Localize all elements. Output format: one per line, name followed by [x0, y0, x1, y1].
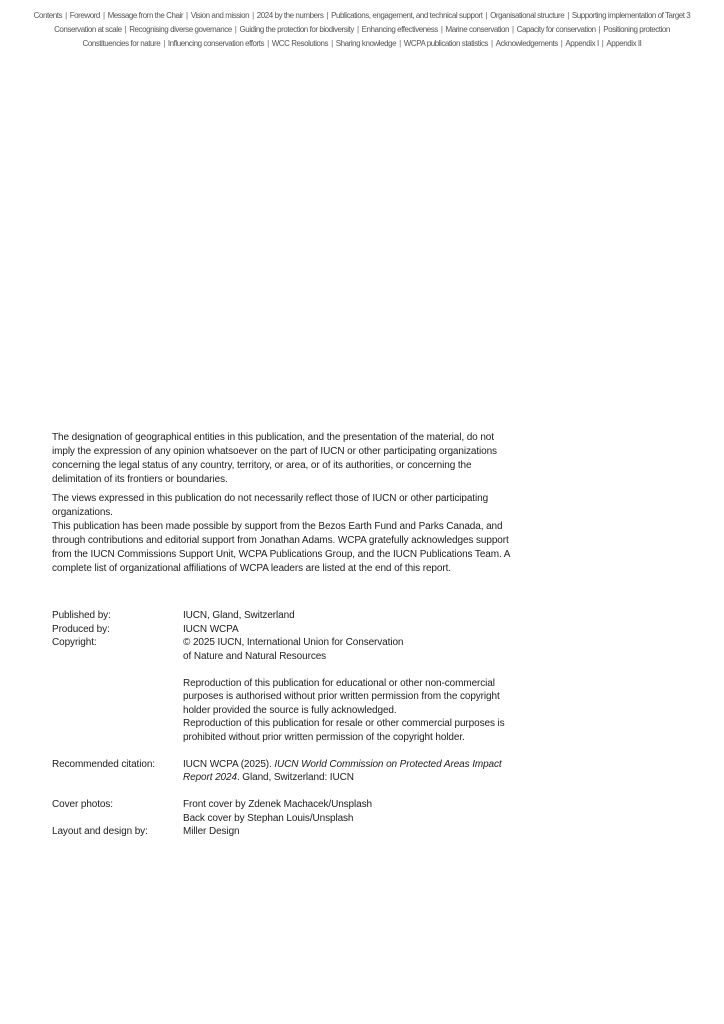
- publication-details: [52, 609, 512, 839]
- nav-link-capacity[interactable]: Capacity for conservation: [516, 25, 596, 34]
- nav-link-contents[interactable]: Contents: [33, 11, 63, 20]
- nav-link-guiding-protection[interactable]: Guiding the protection for biodiversity: [239, 25, 354, 34]
- cover-front-credit: Front cover by Zdenek Machacek/Unsplash: [183, 799, 372, 810]
- produced-by-label: Produced by:: [52, 623, 110, 635]
- nav-link-appendix-2[interactable]: Appendix II: [606, 39, 642, 48]
- nav-link-conservation-at-scale[interactable]: Conservation at scale: [54, 25, 122, 34]
- layout-design-label: Layout and design by:: [52, 826, 148, 837]
- copyright-row: [52, 636, 512, 744]
- nav-link-enhancing-effectiveness[interactable]: Enhancing effectiveness: [361, 25, 438, 34]
- nav-link-publication-statistics[interactable]: WCPA publication statistics: [403, 39, 488, 48]
- published-by-row: [52, 609, 512, 623]
- nav-link-marine-conservation[interactable]: Marine conservation: [445, 25, 509, 34]
- nav-link-constituencies[interactable]: Constituencies for nature: [82, 39, 161, 48]
- disclaimer-paragraph-3: This publication has been made possible by support from the Bezos Earth Fund and Parks Canada, and through contributions and editorial support from Jonathan Adams. WCPA gratefully acknowledges support from the IUCN Commissions Support Unit, WCPA Publications Group, and the IUCN Publications Team. A complete list of organizational affiliations of WCPA leaders are listed at the end of this report.: [52, 521, 510, 574]
- nav-row-2: Conservation at scale | Recognising diverse governance | Guiding the protection for biodiversity | Enhancing effectiveness | Marine conservation | Capacity for conservation | Positioning protection: [54, 25, 670, 34]
- top-navigation: [0, 9, 724, 51]
- citation-title: IUCN World Commission on Protected Areas Impact Report 2024: [183, 758, 502, 783]
- layout-design-row: [52, 825, 512, 839]
- nav-link-organisational-structure[interactable]: Organisational structure: [490, 11, 565, 20]
- published-by-label: Published by:: [52, 610, 111, 621]
- reproduction-notice-2: Reproduction of this publication for resale or other commercial purposes is prohibited without prior written permission of the copyright holder.: [183, 718, 505, 743]
- copyright-value: [183, 636, 512, 744]
- nav-link-wcc-resolutions[interactable]: WCC Resolutions: [271, 39, 329, 48]
- nav-link-2024-numbers[interactable]: 2024 by the numbers: [256, 11, 324, 20]
- published-by-value: IUCN, Gland, Switzerland: [183, 610, 295, 621]
- copyright-label: Copyright:: [52, 637, 97, 648]
- nav-link-message-from-chair[interactable]: Message from the Chair: [107, 11, 184, 20]
- nav-link-target-3[interactable]: Supporting implementation of Target 3: [571, 11, 691, 20]
- cover-back-credit: Back cover by Stephan Louis/Unsplash: [183, 812, 354, 824]
- nav-link-positioning-protection[interactable]: Positioning protection: [603, 25, 670, 34]
- layout-design-value: Miller Design: [183, 826, 240, 837]
- nav-link-appendix-1[interactable]: Appendix I: [565, 39, 599, 48]
- disclaimer-paragraph-2: The views expressed in this publication do not necessarily reflect those of IUCN or other participating organizations.: [52, 493, 489, 518]
- copyright-line-2: of Nature and Natural Resources: [183, 650, 327, 662]
- cover-photos-row: [52, 798, 512, 825]
- produced-by-value: IUCN WCPA: [183, 623, 239, 635]
- cover-photos-value: [183, 798, 512, 825]
- nav-row-1: Contents | Foreword | Message from the Chair | Vision and mission | 2024 by the numbers | Publications, engagement, and technical support | Organisational structure | Supporting implementation of Target 3: [33, 11, 691, 20]
- nav-link-diverse-governance[interactable]: Recognising diverse governance: [129, 25, 232, 34]
- nav-link-publications[interactable]: Publications, engagement, and technical support: [331, 11, 483, 20]
- citation-prefix: IUCN WCPA (2025).: [183, 758, 275, 770]
- disclaimer-paragraph-1: The designation of geographical entities in this publication, and the presentation of the material, do not imply the expression of any opinion whatsoever on the part of IUCN or other participating organizations concerning the legal status of any country, territory, or area, or of its authorities, or concerning the delimitation of its frontiers or boundaries.: [52, 432, 497, 485]
- disclaimer-section: [52, 431, 512, 581]
- nav-link-foreword[interactable]: Foreword: [69, 11, 100, 20]
- nav-link-sharing-knowledge[interactable]: Sharing knowledge: [335, 39, 397, 48]
- copyright-line-1: © 2025 IUCN, International Union for Conservation: [183, 637, 404, 648]
- cover-photos-label: Cover photos:: [52, 799, 113, 810]
- citation-label: Recommended citation:: [52, 758, 155, 770]
- nav-row-3: Constituencies for nature | Influencing conservation efforts | WCC Resolutions | Sharing knowledge | WCPA publication statistics | Acknowledgements | Appendix I | Appendix II: [82, 39, 642, 48]
- nav-link-vision-mission[interactable]: Vision and mission: [190, 11, 250, 20]
- nav-link-acknowledgements[interactable]: Acknowledgements: [495, 39, 558, 48]
- produced-by-row: [52, 623, 512, 637]
- nav-link-influencing-efforts[interactable]: Influencing conservation efforts: [167, 39, 265, 48]
- citation-value: [183, 758, 512, 785]
- reproduction-notice-1: Reproduction of this publication for educational or other non-commercial purposes is authorised without prior written permission from the copyright holder provided the source is fully acknowledged.: [183, 677, 500, 716]
- citation-row: [52, 758, 512, 785]
- citation-suffix: . Gland, Switzerland: IUCN: [236, 772, 354, 783]
